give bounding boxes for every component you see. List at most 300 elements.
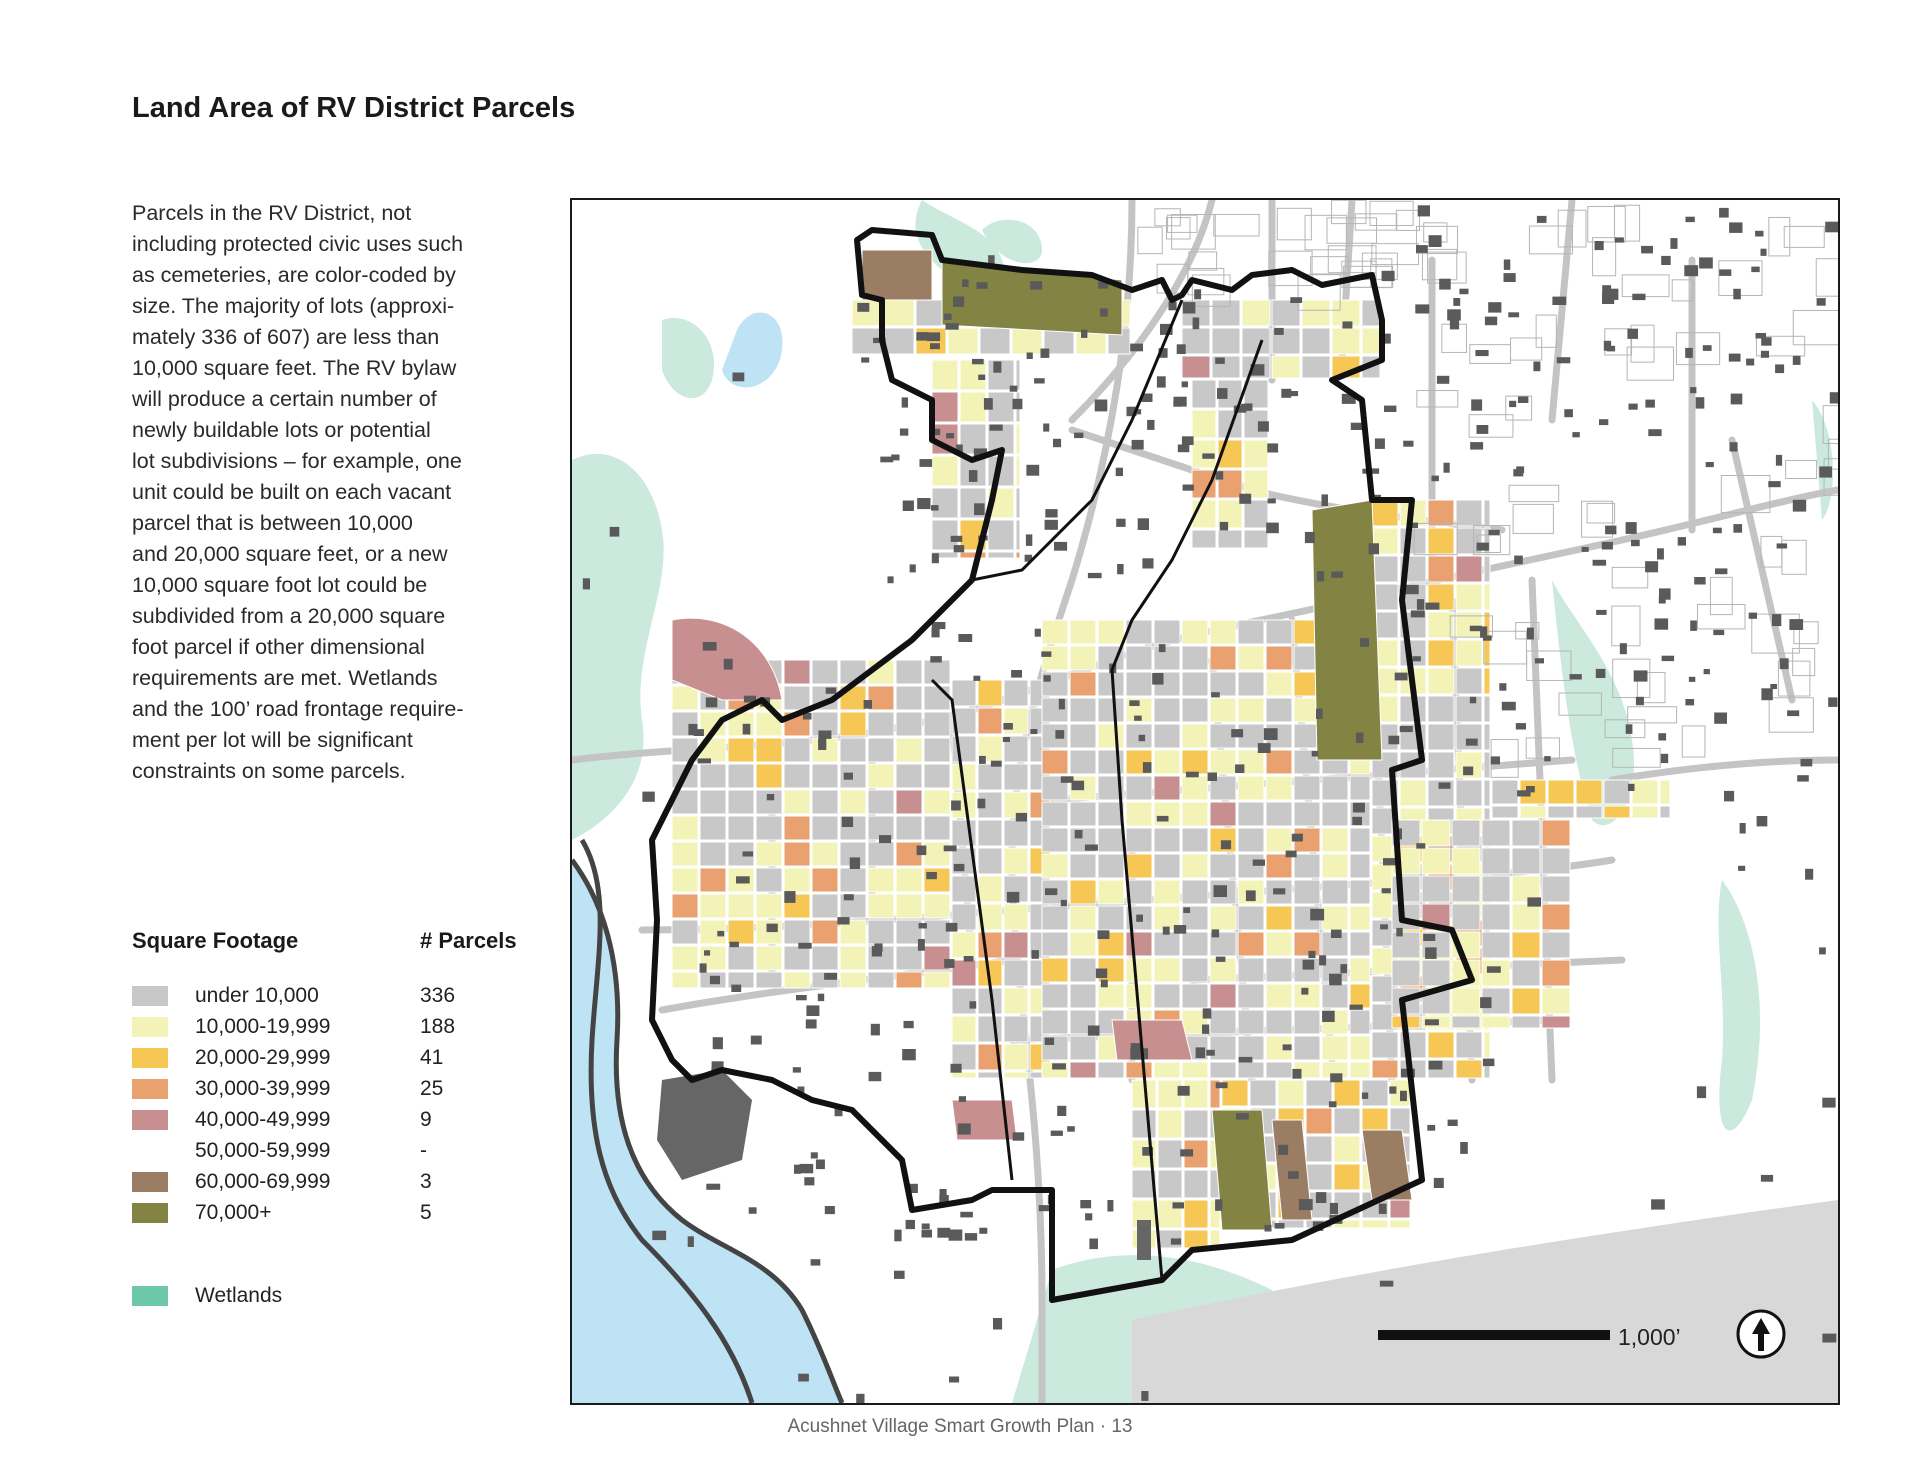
description-line: lot subdivisions – for example, one <box>132 449 462 473</box>
parcel <box>1004 820 1028 846</box>
building <box>1216 957 1226 962</box>
description-line: constraints on some parcels. <box>132 759 406 783</box>
parcel <box>1482 876 1510 902</box>
building <box>1183 485 1194 491</box>
parcel <box>1182 698 1208 722</box>
building <box>1380 1281 1393 1287</box>
building <box>1746 359 1754 366</box>
building <box>1351 423 1363 430</box>
building <box>1183 302 1196 313</box>
parcel <box>1372 556 1398 582</box>
building <box>704 950 710 955</box>
parcel-large <box>1212 1110 1272 1230</box>
parcel <box>1266 958 1292 982</box>
wetland-area <box>662 318 714 398</box>
building <box>733 373 745 382</box>
building <box>1426 603 1440 610</box>
building <box>1793 500 1806 512</box>
parcel <box>868 920 894 944</box>
building <box>1030 729 1037 734</box>
building <box>1413 656 1421 661</box>
parcel-large <box>1312 500 1382 760</box>
legend-label: 40,000-49,999 <box>195 1108 331 1131</box>
building <box>1685 348 1693 358</box>
scale-bar-label: 1,000’ <box>1618 1324 1681 1350</box>
building <box>944 959 954 968</box>
building <box>1463 767 1473 776</box>
parcel <box>1422 848 1450 874</box>
parcel <box>1266 620 1292 644</box>
building <box>1491 756 1500 764</box>
parcel <box>672 920 698 944</box>
parcel <box>1306 1136 1332 1162</box>
building <box>1182 381 1188 387</box>
building <box>1470 442 1483 450</box>
parcel <box>784 816 810 840</box>
lot-outline <box>1761 536 1782 567</box>
building <box>991 761 1002 767</box>
building <box>1411 610 1425 617</box>
parcel <box>1294 854 1320 878</box>
parcel <box>1070 646 1096 670</box>
parcel <box>1182 776 1208 800</box>
parcel <box>1238 776 1264 800</box>
parcel <box>1484 500 1490 526</box>
building <box>1636 697 1644 705</box>
building <box>1171 1238 1181 1244</box>
parcel <box>1242 300 1270 326</box>
building <box>743 724 751 735</box>
building <box>1117 564 1124 574</box>
parcel <box>1294 932 1320 956</box>
building <box>1470 697 1476 704</box>
building <box>1312 751 1319 757</box>
building <box>1290 297 1302 303</box>
parcel <box>1452 876 1480 902</box>
parcel <box>1210 698 1236 722</box>
parcel <box>1098 906 1124 930</box>
building <box>932 553 939 563</box>
building <box>960 1212 973 1218</box>
parcel <box>1004 1072 1028 1078</box>
building <box>1067 1126 1075 1132</box>
building <box>844 894 854 900</box>
building <box>1544 756 1551 761</box>
building <box>919 923 927 929</box>
parcel <box>932 360 958 390</box>
building <box>978 799 986 809</box>
building <box>1054 542 1067 551</box>
building <box>1488 302 1501 312</box>
building <box>842 817 853 827</box>
parcel <box>1322 880 1348 904</box>
building <box>1043 424 1049 432</box>
building <box>1253 860 1265 866</box>
parcel <box>1334 1136 1360 1162</box>
parcel <box>1484 752 1490 778</box>
building <box>1740 823 1746 834</box>
parcel <box>1542 848 1570 874</box>
parcel <box>1012 328 1042 354</box>
building <box>1208 773 1217 782</box>
building <box>1761 688 1772 700</box>
parcel <box>840 712 866 736</box>
parcel <box>756 946 782 970</box>
parcel <box>1400 640 1426 666</box>
parcel <box>1154 828 1180 852</box>
building <box>1819 947 1826 954</box>
building <box>1611 289 1619 300</box>
building <box>837 917 849 924</box>
parcel <box>1266 802 1292 826</box>
parcel <box>1322 906 1348 930</box>
building <box>1116 519 1125 527</box>
parcel <box>840 946 866 970</box>
building <box>1041 651 1051 657</box>
building <box>1628 784 1635 791</box>
building <box>894 1230 901 1242</box>
building <box>1475 350 1488 356</box>
building <box>1768 481 1780 487</box>
parcel <box>728 816 754 840</box>
description-line: requirements are met. Wetlands <box>132 666 438 690</box>
building <box>1319 955 1326 965</box>
legend-count: 188 <box>420 1015 456 1038</box>
description-line: parcel that is between 10,000 <box>132 511 413 535</box>
parcel <box>932 392 958 422</box>
building <box>1483 1059 1495 1067</box>
building <box>1085 845 1098 851</box>
building <box>1288 1171 1299 1179</box>
building <box>1268 498 1276 503</box>
building <box>1264 728 1278 740</box>
parcel <box>1184 1230 1208 1248</box>
parcel <box>672 816 698 840</box>
parcel <box>1322 1036 1348 1060</box>
building <box>1388 736 1399 745</box>
parcel <box>1512 904 1540 930</box>
building <box>1379 1204 1387 1214</box>
building <box>1564 409 1573 417</box>
legend-count: - <box>420 1139 427 1162</box>
building <box>1797 775 1809 781</box>
parcel <box>840 790 866 814</box>
building <box>1383 858 1396 865</box>
building <box>1761 249 1767 256</box>
lot-outline <box>1793 310 1838 344</box>
building <box>1489 530 1500 535</box>
parcel <box>1212 328 1240 354</box>
parcel <box>1456 724 1482 750</box>
building <box>973 676 980 681</box>
parcel <box>868 972 894 988</box>
parcel <box>1126 672 1152 696</box>
building <box>1776 455 1782 466</box>
parcel <box>1016 552 1020 558</box>
building <box>1437 376 1449 384</box>
parcel <box>812 816 838 840</box>
legend-swatch <box>132 1079 168 1099</box>
building <box>816 1160 825 1170</box>
parcel <box>1332 328 1360 354</box>
parcel <box>672 894 698 918</box>
building <box>1329 1101 1337 1107</box>
building <box>879 835 891 843</box>
parcel <box>1098 854 1124 878</box>
parcel <box>1266 698 1292 722</box>
building <box>1075 830 1083 838</box>
parcel <box>1266 906 1292 930</box>
building <box>1169 302 1177 311</box>
lot-outline <box>1612 606 1640 646</box>
parcel <box>1042 750 1068 774</box>
parcel <box>1456 1032 1482 1058</box>
building <box>1696 397 1705 408</box>
parcel <box>1660 806 1670 818</box>
building <box>1316 709 1323 719</box>
building <box>1147 420 1154 430</box>
building <box>1136 915 1143 922</box>
building <box>798 1374 809 1382</box>
parcel <box>1456 500 1482 526</box>
parcel <box>1098 620 1124 644</box>
building <box>946 433 954 438</box>
building <box>1514 556 1523 565</box>
building <box>1772 614 1781 626</box>
parcel-large <box>862 250 932 300</box>
building <box>1477 543 1489 551</box>
building <box>1780 658 1789 669</box>
building <box>927 332 940 341</box>
parcel <box>1042 828 1068 852</box>
parcel <box>1192 380 1216 408</box>
parcel <box>1158 1140 1182 1168</box>
building <box>1828 697 1837 707</box>
building <box>1395 673 1408 681</box>
parcel <box>868 894 894 918</box>
building <box>902 1049 916 1060</box>
building <box>767 794 774 800</box>
parcel <box>1238 646 1264 670</box>
building <box>1186 772 1199 778</box>
parcel <box>948 328 978 354</box>
building <box>930 343 940 349</box>
parcel <box>1182 356 1210 378</box>
building <box>850 857 860 869</box>
building <box>1180 1149 1193 1156</box>
building <box>1107 1200 1113 1212</box>
building <box>917 498 930 509</box>
building <box>1572 432 1579 437</box>
building <box>1690 387 1696 393</box>
building <box>1755 231 1763 237</box>
lot-outline <box>1627 347 1673 380</box>
building <box>1596 610 1607 615</box>
building <box>1045 888 1057 895</box>
building <box>1267 443 1278 452</box>
building <box>1670 238 1677 249</box>
parcel <box>1350 1010 1370 1034</box>
building <box>1059 699 1065 710</box>
building <box>1081 330 1087 338</box>
building <box>1425 1019 1439 1025</box>
building <box>724 659 733 670</box>
building <box>1757 816 1768 826</box>
building <box>1605 526 1616 535</box>
building <box>954 545 965 552</box>
building <box>1026 465 1039 476</box>
building <box>1822 1334 1836 1343</box>
parcel <box>1182 854 1208 878</box>
building <box>1183 907 1190 913</box>
building <box>1724 791 1734 802</box>
parcel <box>1154 724 1180 748</box>
building <box>937 1228 950 1238</box>
building <box>1620 643 1627 654</box>
parcel <box>1238 1062 1264 1078</box>
building <box>1526 786 1535 792</box>
building <box>1239 494 1251 504</box>
parcel <box>1238 620 1264 644</box>
building <box>894 1271 905 1279</box>
building <box>1406 585 1419 594</box>
building <box>904 1021 914 1028</box>
building <box>1231 729 1243 737</box>
building <box>979 1228 987 1234</box>
building <box>1516 466 1524 473</box>
lot-outline <box>1588 206 1625 242</box>
lot-outline <box>1509 485 1559 501</box>
parcel <box>1392 876 1420 902</box>
parcel <box>1132 1110 1156 1138</box>
building <box>993 1318 1002 1330</box>
building <box>1697 1086 1706 1098</box>
parcel <box>1482 960 1510 986</box>
parcel <box>1350 958 1370 982</box>
parcel <box>1392 960 1420 986</box>
parcel <box>1182 724 1208 748</box>
building <box>1651 1199 1665 1209</box>
building <box>1045 1038 1054 1045</box>
building <box>1632 294 1645 300</box>
parcel <box>1428 668 1454 694</box>
building <box>1317 571 1324 581</box>
parcel <box>1192 530 1216 548</box>
building <box>1634 670 1648 681</box>
parcel <box>924 764 950 788</box>
parcel <box>1350 828 1370 852</box>
building <box>1051 1131 1063 1136</box>
parcel <box>1158 1110 1182 1138</box>
building <box>1202 453 1214 458</box>
parcel <box>924 868 950 892</box>
building <box>1369 543 1379 554</box>
building <box>930 656 942 662</box>
building <box>1089 1239 1098 1250</box>
parcel <box>784 790 810 814</box>
parcel <box>1098 698 1124 722</box>
building <box>1236 1113 1249 1120</box>
building <box>1416 843 1425 848</box>
parcel <box>1272 356 1300 378</box>
building <box>1034 378 1045 383</box>
parcel <box>840 738 866 762</box>
building <box>1470 626 1482 632</box>
building <box>1678 537 1686 546</box>
building <box>1157 816 1169 822</box>
building <box>1308 951 1315 958</box>
parcel <box>1484 668 1490 694</box>
lot-outline <box>1166 218 1190 239</box>
parcel <box>1452 820 1480 846</box>
building <box>1316 1192 1326 1203</box>
building <box>1061 900 1067 906</box>
lot-outline <box>1622 275 1669 297</box>
parcel <box>784 868 810 892</box>
parcel <box>1070 750 1096 774</box>
parcel <box>1428 556 1454 582</box>
building <box>1258 421 1269 431</box>
parcel <box>1042 906 1068 930</box>
building <box>969 470 978 482</box>
parcel <box>1456 668 1482 694</box>
parcel <box>1154 932 1180 956</box>
parcel <box>896 972 922 988</box>
building <box>1322 1011 1335 1022</box>
parcel <box>1154 620 1180 644</box>
building <box>804 1177 814 1185</box>
building <box>1194 289 1201 299</box>
building <box>1595 241 1604 250</box>
building <box>1100 308 1108 316</box>
building <box>978 375 985 380</box>
building <box>1661 754 1668 763</box>
parcel <box>1070 1036 1096 1060</box>
building <box>1499 683 1506 691</box>
building <box>1045 520 1058 530</box>
building <box>1429 235 1442 247</box>
building <box>1310 909 1324 921</box>
building <box>1477 425 1489 434</box>
building <box>1645 561 1658 572</box>
lot-outline <box>1786 460 1817 478</box>
lot-outline <box>1355 214 1396 230</box>
legend-swatch <box>132 1172 168 1192</box>
building <box>703 642 717 651</box>
building <box>610 527 620 537</box>
parcel <box>1154 802 1180 826</box>
parcel <box>756 738 782 762</box>
parcel <box>756 894 782 918</box>
parcel <box>1154 984 1180 1008</box>
parcel <box>1238 828 1264 852</box>
legend-row <box>132 984 552 1008</box>
parcel <box>1456 584 1482 610</box>
building <box>1425 947 1437 959</box>
parcel <box>812 920 838 944</box>
parcel <box>1004 904 1028 930</box>
building <box>1286 851 1297 858</box>
building <box>798 943 811 949</box>
building <box>1003 737 1010 742</box>
building <box>1032 950 1039 959</box>
parcel <box>1512 960 1540 986</box>
building <box>1055 730 1064 739</box>
building <box>767 924 778 933</box>
parcel <box>1428 724 1454 750</box>
building <box>698 758 711 763</box>
parcel <box>868 868 894 892</box>
